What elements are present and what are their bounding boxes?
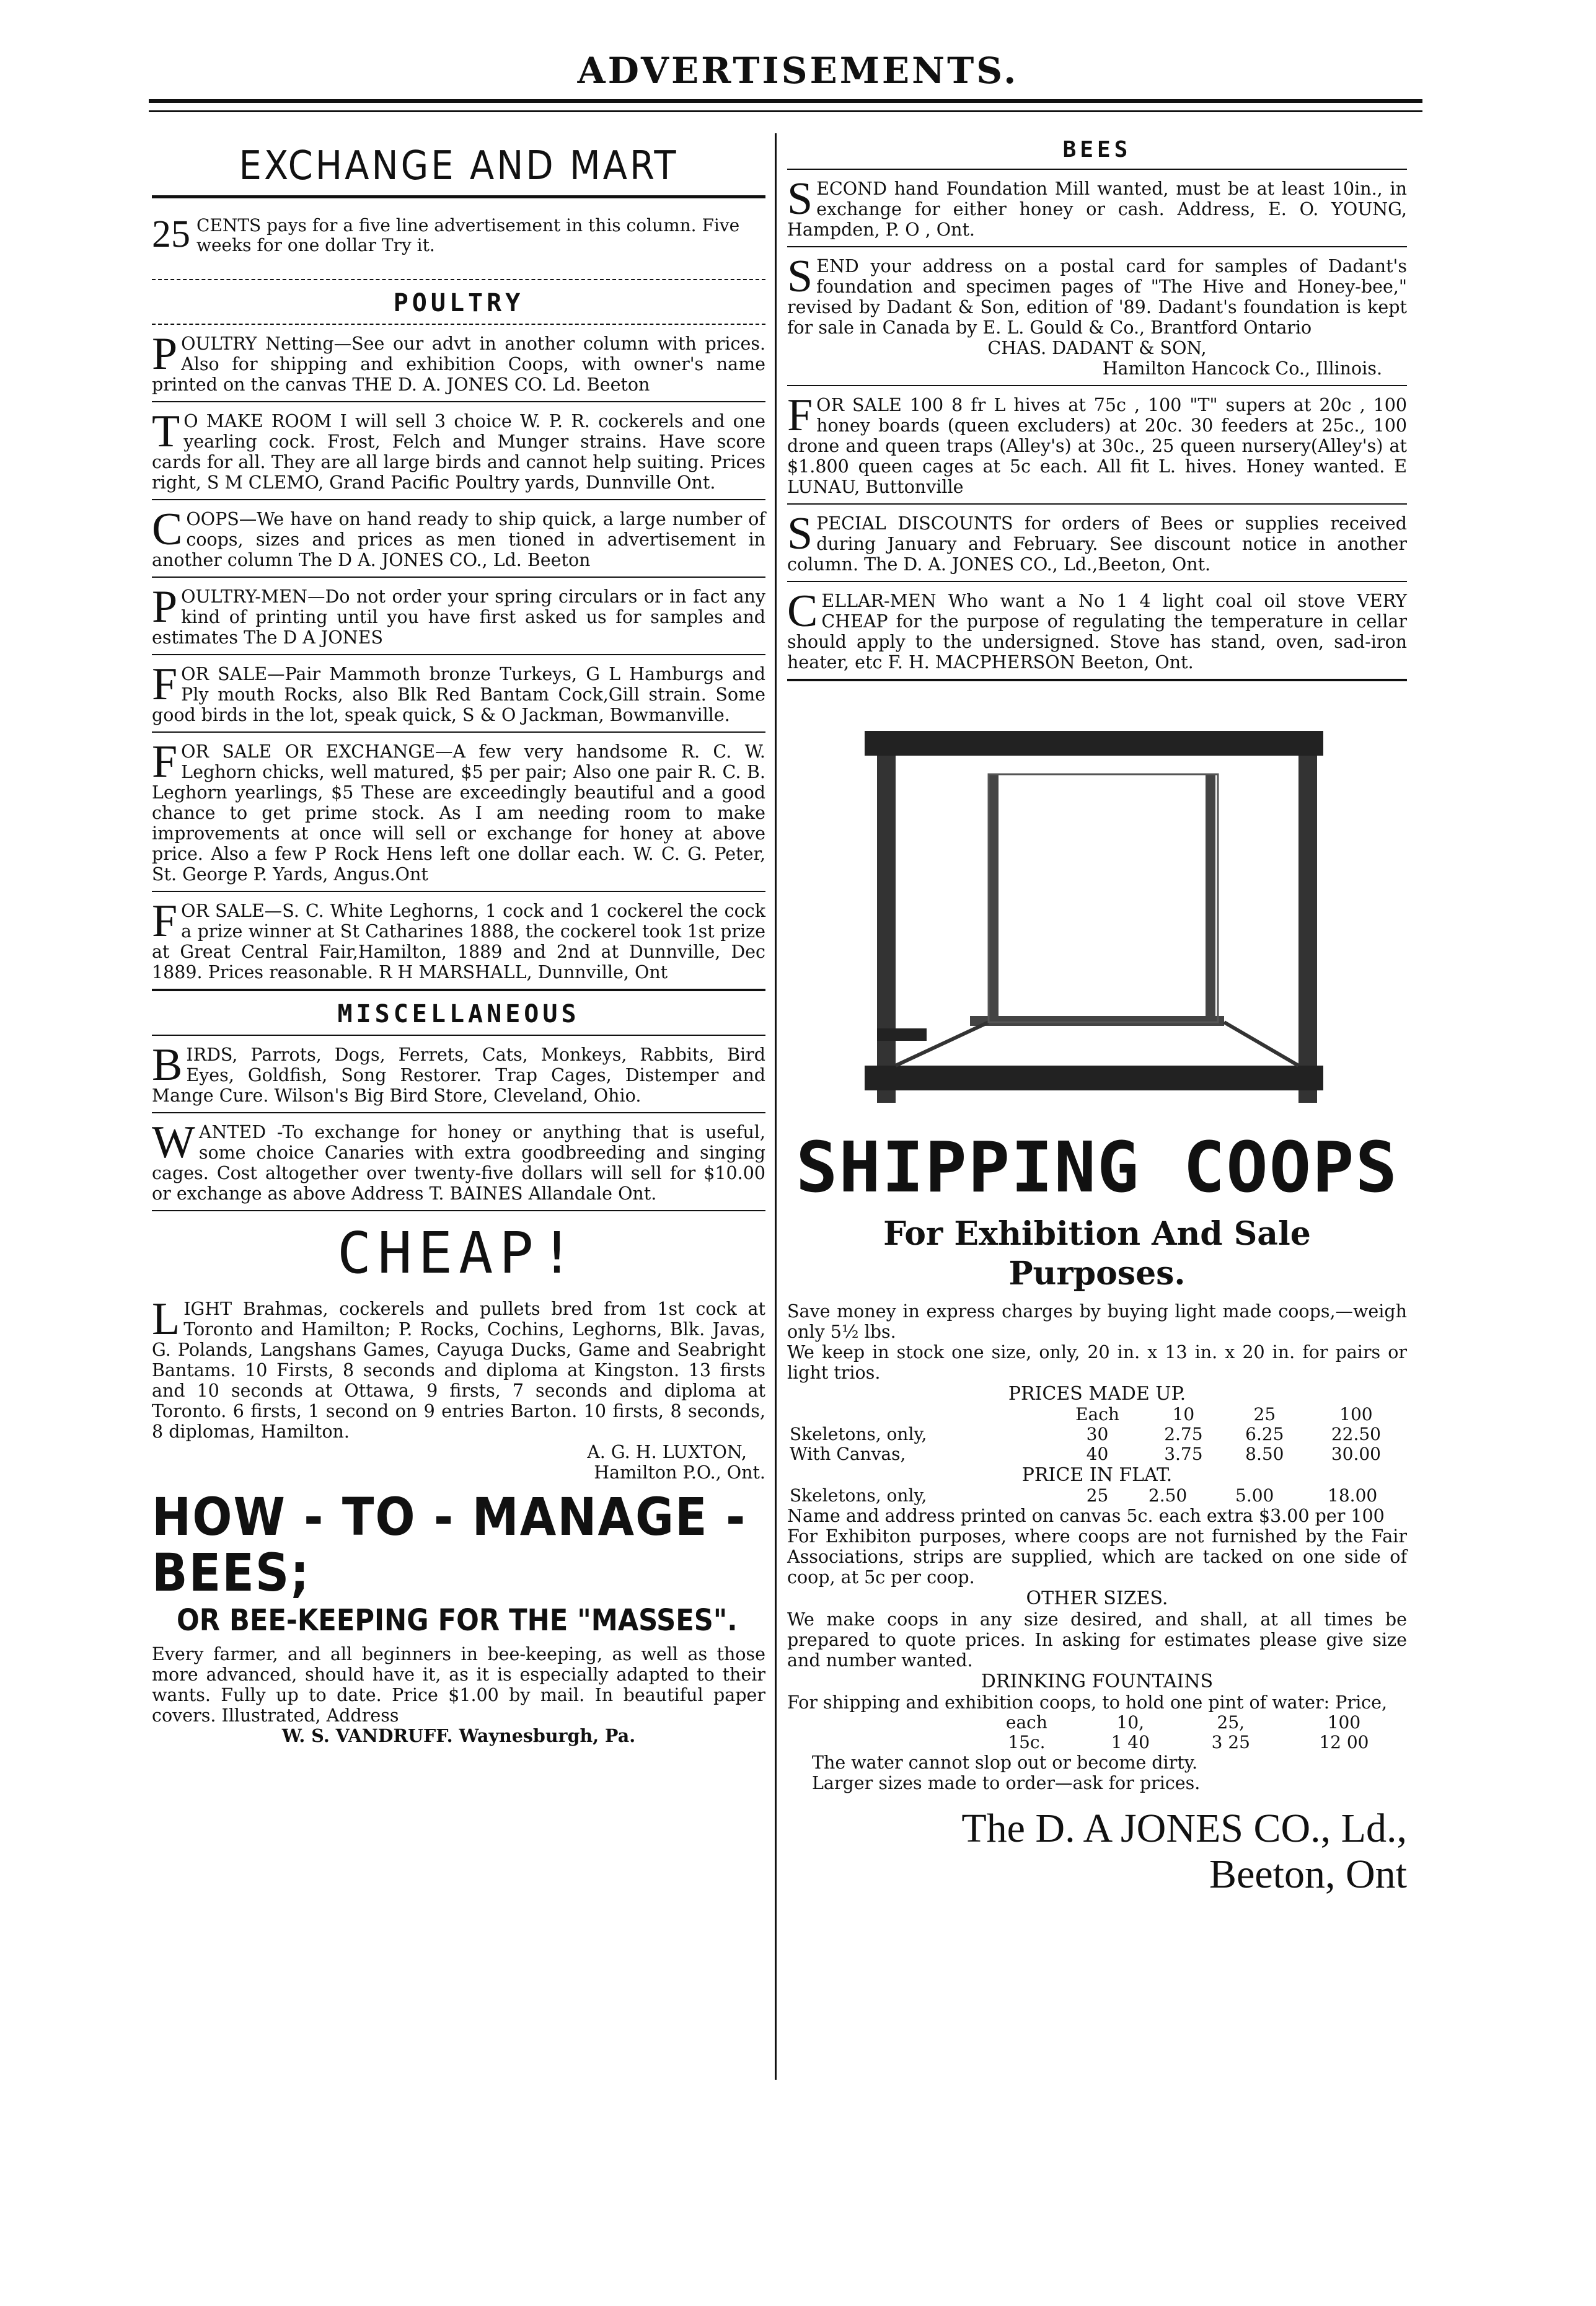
drop-cap: S: [787, 251, 813, 302]
drop-cap: S: [787, 508, 813, 559]
separator: [152, 1210, 765, 1211]
drop-cap: C: [152, 504, 183, 555]
poultry-ad: [152, 581, 765, 648]
shipping-coop-illustration: [852, 718, 1342, 1103]
cheap-ad: [152, 1294, 765, 1442]
drinking-text: For shipping and exhibition coops, to hold one pint of water: Price,: [787, 1692, 1388, 1713]
price-row: [787, 1486, 1407, 1506]
separator: [152, 324, 765, 325]
ad-text: OULTRY Netting—See our advt in another column with prices. Also for shipping and exhibition Coops, with owner's name printed on the canvas THE D. A. JONES CO. Ld. Beeton: [152, 334, 765, 395]
price-cell: 40: [1086, 1444, 1109, 1464]
separator: [787, 246, 1407, 247]
intro-text: CENTS pays for a five line advertisement in this column. Five weeks for one dollar Try it.: [196, 215, 740, 255]
drop-cap: P: [152, 329, 178, 379]
page-header: ADVERTISEMENTS.: [577, 50, 1019, 92]
drink-cell: each: [1005, 1712, 1047, 1733]
ad-text: PECIAL DISCOUNTS for orders of Bees or supplies received during January and February. See discount notice in another column. The D. A. JONES CO., Ld.,Beeton, Ont.: [787, 513, 1407, 575]
coops-subtitle-2: Purposes.: [1008, 1255, 1186, 1292]
drop-cap: L: [152, 1294, 180, 1345]
price-in-flat-table: [787, 1486, 1407, 1506]
bees-ad: [787, 390, 1407, 497]
price-cell: 2.50: [1148, 1485, 1188, 1506]
price-cell: With Canvas,: [790, 1444, 906, 1464]
drinking-fountains-heading: DRINKING FOUNTAINS: [981, 1671, 1214, 1692]
poultry-ad: [152, 329, 765, 395]
drop-cap: F: [787, 390, 813, 441]
poultry-title: POULTRY: [393, 289, 524, 317]
separator: [787, 679, 1407, 681]
price-cell: 30: [1086, 1424, 1109, 1444]
bees-title: BEES: [1062, 137, 1132, 162]
drop-cap: W: [152, 1117, 195, 1168]
drink-cell: 25,: [1217, 1712, 1245, 1733]
ad-text: OR SALE—S. C. White Leghorns, 1 cock and 1 cockerel the cock a prize winner at St Catharines 1888, the cockerel took 1st prize at Great Central Fair,Hamilton, 1889 and 2nd at Dunnville, Dec 1889. Prices reasonable. R H MARSHALL, Dunnville, Ont: [152, 901, 765, 983]
price-cell: 18.00: [1328, 1485, 1378, 1506]
price-cell: 22.50: [1331, 1424, 1381, 1444]
separator: [152, 279, 765, 280]
header-rule: [149, 99, 1422, 103]
price-header-cell: 10: [1172, 1404, 1195, 1425]
drop-cap: B: [152, 1040, 183, 1090]
how-to-manage-bees-title: HOW - TO - MANAGE - BEES;: [152, 1487, 747, 1603]
drink-row: [973, 1713, 1407, 1733]
company-place: Beeton, Ont: [1209, 1852, 1407, 1897]
drink-cell: 15c.: [1008, 1732, 1046, 1752]
drop-cap: T: [152, 406, 180, 457]
ad-text: O MAKE ROOM I will sell 3 choice W. P. R. cockerels and one yearling cock. Frost, Felch and Munger strains. Have score cards for all. They are all large birds and cannot help suiting. Prices right, S M CLEMO, Grand Pacific Poultry yards, Dunnville Ont.: [152, 411, 765, 493]
poultry-ad: [152, 896, 765, 983]
exhibition-note: For Exhibiton purposes, where coops are not furnished by the Fair Associations, strips are supplied, which are tacked on one side of coop, at 5c per coop.: [787, 1526, 1407, 1588]
separator: [152, 576, 765, 578]
bees-ad: [787, 586, 1407, 673]
coops-stock: We keep in stock one size, only, 20 in. x 13 in. x 20 in. for pairs or light trios.: [787, 1342, 1407, 1383]
right-column: [787, 133, 1407, 1897]
drinking-prices-table: [973, 1713, 1407, 1752]
price-cell: Skeletons, only,: [790, 1485, 927, 1506]
separator: [787, 169, 1407, 170]
ad-text: OR SALE—Pair Mammoth bronze Turkeys, G L Hamburgs and Ply mouth Rocks, also Blk Red Bantam Cock,Gill strain. Some good birds in the lot, speak quick, S & O Jackman, Bowmanville.: [152, 664, 765, 725]
drop-cap: S: [787, 174, 813, 224]
column-divider: [775, 133, 777, 2080]
drink-cell: 1 40: [1111, 1732, 1150, 1752]
drink-cell: 10,: [1116, 1712, 1145, 1733]
company-name: The D. A JONES CO., Ld.,: [961, 1806, 1407, 1851]
poultry-ads: [152, 329, 765, 983]
other-sizes-heading: OTHER SIZES.: [1026, 1588, 1168, 1609]
other-sizes-text: We make coops in any size desired, and shall, at all times be prepared to quote prices. In asking for estimates please give size and number wanted.: [787, 1609, 1407, 1671]
misc-title: MISCELLANEOUS: [337, 1000, 580, 1028]
title-rule: [152, 195, 765, 198]
drop-cap: F: [152, 659, 178, 710]
drink-row: [973, 1733, 1407, 1752]
drop-cap: C: [787, 586, 818, 637]
prices-made-up-heading: PRICES MADE UP.: [1008, 1383, 1186, 1405]
larger-sizes-note: Larger sizes made to order—ask for prices.: [812, 1773, 1201, 1793]
separator: [152, 1035, 765, 1036]
ad-text: ELLAR-MEN Who want a No 1 4 light coal oil stove VERY CHEAP for the purpose of regulating the temperature in cellar should apply to the undersigned. Stove has stand, oven, sad-iron heater, etc F. H. MACPHERSON Beeton, Ont.: [787, 591, 1407, 673]
coops-subtitle-1: For Exhibition And Sale: [883, 1215, 1311, 1253]
intro-notice: [152, 213, 765, 255]
header-rule-thin: [149, 110, 1422, 112]
poultry-ad: [152, 659, 765, 725]
how-to-subtitle: OR BEE-KEEPING FOR THE "MASSES".: [177, 1603, 738, 1638]
drop-cap: F: [152, 736, 178, 787]
price-cell: 5.00: [1235, 1485, 1274, 1506]
intro-number: 25: [152, 213, 190, 255]
drink-cell: 12 00: [1319, 1732, 1369, 1752]
separator: [152, 731, 765, 733]
ad-text: OR SALE 100 8 fr L hives at 75c , 100 "T" supers at 20c , 100 honey boards (queen excluders) at 20c. 30 feeders at 25c., 100 drone and queen traps (Alley's) at 30c., 25 queen nursery(Alley's) at $1.800 queen cages at 5c each. All fit L. hives. Honey wanted. E LUNAU, Buttonville: [787, 395, 1407, 497]
separator: [152, 401, 765, 402]
price-cell: 8.50: [1245, 1444, 1284, 1464]
ad-text: ECOND hand Foundation Mill wanted, must be at least 10in., in exchange for either honey or cash. Address, E. O. YOUNG, Hampden, P. O , Ont.: [787, 179, 1407, 240]
price-header-cell: 25: [1253, 1404, 1276, 1425]
ad-text: ANTED -To exchange for honey or anything that is useful, some choice Canaries with extra goodbreeding and singing cages. Cost altogether over twenty-five dollars will sell for $10.00 or exchange as above Address T. BAINES Allandale Ont.: [152, 1122, 765, 1204]
cheap-title: CHEAP!: [337, 1220, 581, 1286]
ad-text: IGHT Brahmas, cockerels and pullets bred from 1st cock at Toronto and Hamilton; P. Rocks, Cochins, Leghorns, Blk. Javas, G. Polands, Langshans Games, Cayuga Ducks, Game and Seabright Bantams. 10 Firsts, 8 seconds and diploma at Kingston. 13 firsts and 10 seconds at Ottawa, 9 firsts, 7 seconds and diploma at Toronto. 6 firsts, 1 second on 9 entries Barton. 10 firsts, 8 seconds, 8 diplomas, Hamilton.: [152, 1299, 765, 1442]
drink-cell: 3 25: [1211, 1732, 1250, 1752]
how-to-signature: W. S. VANDRUFF. Waynesburgh, Pa.: [281, 1725, 636, 1746]
poultry-ad: [152, 504, 765, 570]
separator: [152, 891, 765, 892]
price-header-cell: Each: [1075, 1404, 1119, 1425]
price-header-cell: [787, 1405, 1052, 1425]
how-to-text: Every farmer, and all beginners in bee-keeping, as well as those more advanced, should have it, as it is especially adapted to their wants. Fully up to date. Price $1.00 by mail. In beautiful paper covers. Illustrated, Address: [152, 1644, 765, 1726]
price-cell: 3.75: [1164, 1444, 1203, 1464]
poultry-ad: [152, 406, 765, 493]
price-header-cell: 100: [1339, 1404, 1373, 1425]
ad-text: IRDS, Parrots, Dogs, Ferrets, Cats, Monkeys, Rabbits, Bird Eyes, Goldfish, Song Restorer. Trap Cages, Distemper and Mange Cure. Wilson's Big Bird Store, Cleveland, Ohio.: [152, 1045, 765, 1106]
prices-made-up-table: [787, 1405, 1407, 1464]
shipping-coops-title: SHIPPING COOPS: [795, 1128, 1398, 1208]
separator: [787, 581, 1407, 582]
price-header-row: [787, 1405, 1407, 1425]
cheap-signature: A. G. H. LUXTON,: [587, 1442, 747, 1462]
price-cell: 30.00: [1331, 1444, 1381, 1464]
dadant-signature: CHAS. DADANT & SON,: [987, 338, 1207, 358]
separator: [152, 654, 765, 655]
dadant-signature-address: Hamilton Hancock Co., Illinois.: [1102, 358, 1382, 379]
name-print-note: Name and address printed on canvas 5c. each extra $3.00 per 100: [787, 1506, 1385, 1526]
price-row: [787, 1425, 1407, 1444]
price-row: [787, 1444, 1407, 1464]
ad-text: END your address on a postal card for samples of Dadant's foundation and specimen pages of "The Hive and Honey-bee," revised by Dadant & Son, edition of '89. Dadant's foundation is kept for sale in Canada by E. L. Gould & Co., Brantford Ontario: [787, 256, 1407, 338]
price-cell: 2.75: [1164, 1424, 1203, 1444]
separator: [152, 1112, 765, 1113]
ad-text: OR SALE OR EXCHANGE—A few very handsome R. C. W. Leghorn chicks, well matured, $5 per pair; Also one pair R. C. B. Leghorn yearlings, $5 These are exceedingly beautiful and a good chance to get prime stock. As I am needing room to make improvements at once will sell or exchange for honey at above price. Also a few P Rock Hens left one dollar each. W. C. G. Peter, St. George P. Yards, Angus.Ont: [152, 741, 765, 885]
misc-ad: [152, 1117, 765, 1204]
poultry-ad: [152, 736, 765, 885]
coops-intro: Save money in express charges by buying light made coops,—weigh only 5½ lbs.: [787, 1301, 1407, 1342]
bees-ad: [787, 251, 1407, 338]
ad-text: OULTRY-MEN—Do not order your spring circulars or in fact any kind of printing until you have first asked us for samples and estimates The D A JONES: [152, 586, 765, 648]
separator: [152, 499, 765, 500]
drop-cap: F: [152, 896, 178, 947]
drink-note: The water cannot slop out or become dirty.: [812, 1752, 1198, 1773]
ad-text: OOPS—We have on hand ready to ship quick, a large number of coops, sizes and prices as men tioned in advertisement in another column The D A. JONES CO., Ld. Beeton: [152, 509, 765, 570]
separator: [787, 385, 1407, 386]
bees-ad: [787, 174, 1407, 240]
price-cell: 25: [1086, 1485, 1109, 1506]
cheap-signature-address: Hamilton P.O., Ont.: [594, 1462, 765, 1483]
left-column: [152, 133, 765, 1746]
price-in-flat-heading: PRICE IN FLAT.: [1021, 1464, 1173, 1486]
misc-ad: [152, 1040, 765, 1106]
drop-cap: P: [152, 581, 178, 632]
drink-cell: 100: [1327, 1712, 1361, 1733]
separator: [787, 503, 1407, 505]
exchange-and-mart-title: EXCHANGE AND MART: [239, 143, 679, 189]
separator: [152, 989, 765, 991]
bees-ad: [787, 508, 1407, 575]
price-cell: Skeletons, only,: [790, 1424, 927, 1444]
price-cell: 6.25: [1245, 1424, 1284, 1444]
